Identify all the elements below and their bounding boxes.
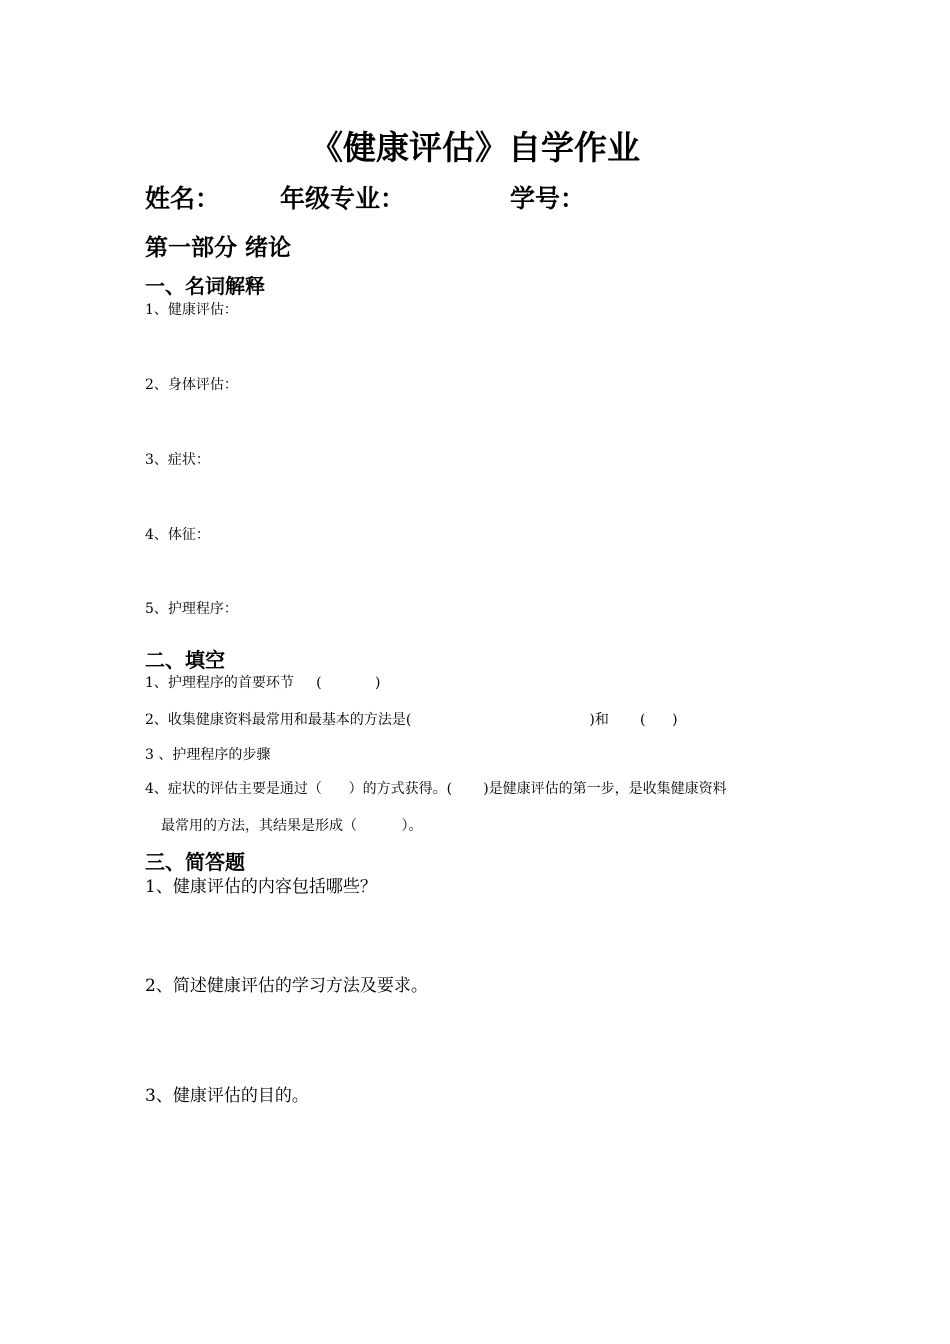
student-id-label: 学号： [510, 184, 586, 213]
definition-item: 3、症状： [145, 452, 210, 468]
grade-major-label: 年级专业： [280, 184, 406, 213]
definition-item: 1、健康评估： [145, 302, 238, 318]
section-heading-fill-in: 二、填空 [145, 648, 225, 672]
short-answer-item: 1、健康评估的内容包括哪些？ [145, 877, 377, 897]
short-answer-item: 2、简述健康评估的学习方法及要求。 [145, 976, 428, 996]
fill-in-item: 3 、护理程序的步骤 [145, 747, 271, 763]
name-label: 姓名： [145, 184, 221, 213]
definition-item: 2、身体评估： [145, 377, 238, 393]
fill-in-item: 1、护理程序的首要环节 ( ) [145, 675, 381, 691]
fill-in-item: 2、收集健康资料最常用和最基本的方法是( )和 ( ) [145, 712, 678, 728]
part-title: 第一部分 绪论 [145, 235, 292, 261]
definition-item: 4、体征： [145, 527, 210, 543]
short-answer-item: 3、健康评估的目的。 [145, 1086, 309, 1106]
fill-in-item: 4、症状的评估主要是通过（ ）的方式获得。( )是健康评估的第一步，是收集健康资料 [145, 781, 727, 797]
document-title: 《健康评估》自学作业 [310, 128, 640, 167]
definition-item: 5、护理程序： [145, 601, 238, 617]
section-heading-definitions: 一、名词解释 [145, 274, 265, 298]
section-heading-short-answer: 三、简答题 [145, 850, 245, 874]
fill-in-item-continuation: 最常用的方法，其结果是形成（ ）。 [161, 818, 423, 834]
